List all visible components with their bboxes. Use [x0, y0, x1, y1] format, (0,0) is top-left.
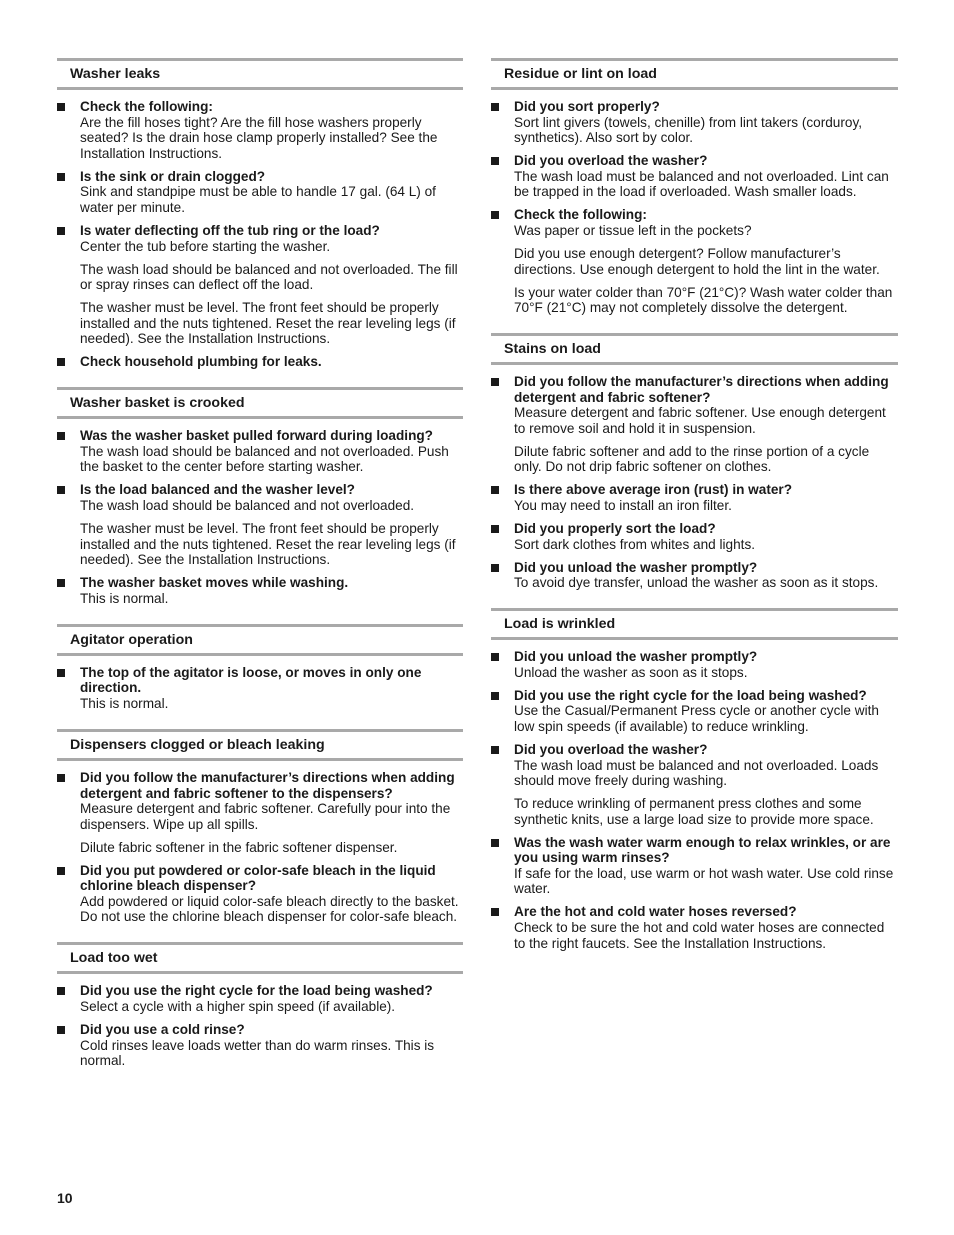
item-answer: Add powdered or liquid color-safe bleach directly to the basket. Do not use the chlorine bleach dispenser for color-safe bleach.	[80, 893, 459, 925]
square-bullet-icon	[57, 867, 65, 875]
square-bullet-icon	[491, 378, 499, 386]
section-agitator-operation	[57, 624, 463, 712]
checklist-item	[57, 223, 463, 254]
checklist-item	[491, 560, 898, 591]
item-answer: If safe for the load, use warm or hot wash water. Use cold rinse water.	[514, 865, 894, 897]
checklist-item	[57, 770, 463, 832]
square-bullet-icon	[57, 173, 65, 181]
item-note: The washer must be level. The front feet should be properly installed and the nuts tightened. Reset the rear leveling legs (if needed). See the Installation Instructions.	[80, 521, 456, 568]
section-stains-on-load	[491, 333, 898, 591]
checklist-item	[57, 1022, 463, 1069]
item-question: Did you properly sort the load?	[514, 521, 716, 536]
square-bullet-icon	[491, 653, 499, 661]
section-residue-or-lint-on-load	[491, 58, 898, 316]
item-answer: Sort dark clothes from whites and lights.	[514, 536, 756, 552]
checklist-item	[57, 428, 463, 475]
right-column	[491, 58, 898, 959]
item-answer: To avoid dye transfer, unload the washer as soon as it stops.	[514, 575, 879, 591]
checklist-item	[57, 99, 463, 161]
square-bullet-icon	[57, 227, 65, 235]
item-question: Did you overload the washer?	[514, 741, 708, 757]
checklist-item	[491, 688, 898, 735]
section-heading: Agitator operation	[57, 624, 463, 656]
square-bullet-icon	[57, 987, 65, 995]
item-question: Is the sink or drain clogged?	[80, 168, 266, 184]
item-question: Check the following:	[80, 99, 213, 114]
section-washer-leaks	[57, 58, 463, 370]
item-answer: Cold rinses leave loads wetter than do warm rinses. This is normal.	[80, 1037, 435, 1069]
item-question: Is there above average iron (rust) in water?	[514, 482, 793, 498]
checklist-item	[491, 482, 898, 513]
item-note: Dilute fabric softener and add to the rinse portion of a cycle only. Do not drip fabric softener on clothes.	[514, 443, 870, 475]
item-question: Check the following:	[514, 207, 647, 223]
square-bullet-icon	[57, 486, 65, 494]
item-question: Is water deflecting off the tub ring or the load?	[80, 222, 380, 238]
square-bullet-icon	[491, 908, 499, 916]
checklist-item	[57, 983, 463, 1014]
item-question: Did you put powdered or color-safe bleach in the liquid chlorine bleach dispenser?	[80, 862, 436, 894]
item-note: The washer must be level. The front feet should be properly installed and the nuts tightened. Reset the rear leveling legs (if needed). See the Installation Instructions.	[80, 300, 456, 347]
item-question: The washer basket moves while washing.	[80, 575, 349, 591]
checklist-item	[491, 153, 898, 200]
section-heading: Dispensers clogged or bleach leaking	[57, 729, 463, 761]
square-bullet-icon	[57, 669, 65, 677]
checklist-item	[491, 521, 898, 552]
item-note: Is your water colder than 70°F (21°C)? Wash water colder than 70°F (21°C) may not completely dissolve the detergent.	[514, 284, 893, 316]
section-heading: Washer leaks	[57, 58, 463, 90]
square-bullet-icon	[491, 211, 499, 219]
section-washer-basket-is-crooked	[57, 387, 463, 606]
item-answer: The wash load should be balanced and not overloaded.	[80, 498, 415, 514]
item-question: Did you unload the washer promptly?	[514, 649, 758, 665]
item-answer: Was paper or tissue left in the pockets?	[514, 222, 752, 238]
item-question: Did you overload the washer?	[514, 153, 708, 169]
checklist-item	[491, 835, 898, 897]
square-bullet-icon	[57, 1026, 65, 1034]
checklist-item	[491, 904, 898, 951]
checklist-item	[491, 649, 898, 680]
left-column	[57, 58, 463, 1076]
checklist-item	[57, 575, 463, 606]
square-bullet-icon	[491, 103, 499, 111]
square-bullet-icon	[57, 358, 65, 366]
item-question: The top of the agitator is loose, or moves in only one direction.	[80, 664, 422, 696]
item-answer: Use the Casual/Permanent Press cycle or another cycle with low spin speeds (if available) to reduce wrinkling.	[514, 703, 879, 734]
section-load-is-wrinkled	[491, 608, 898, 951]
item-note: Did you use enough detergent? Follow manufacturer’s directions. Use enough detergent to hold the lint in the water.	[514, 245, 880, 277]
item-answer: The wash load must be balanced and not overloaded. Loads should move freely during washing.	[514, 757, 879, 789]
item-question: Did you sort properly?	[514, 99, 660, 114]
square-bullet-icon	[491, 692, 499, 700]
checklist-item	[57, 169, 463, 216]
section-load-too-wet	[57, 942, 463, 1068]
item-answer: You may need to install an iron filter.	[514, 498, 732, 514]
square-bullet-icon	[57, 103, 65, 111]
item-question: Is the load balanced and the washer level?	[80, 482, 355, 498]
item-question: Did you use a cold rinse?	[80, 1022, 245, 1038]
item-question: Was the wash water warm enough to relax wrinkles, or are you using warm rinses?	[514, 834, 891, 866]
item-question: Did you follow the manufacturer’s directions when adding detergent and fabric softener?	[514, 374, 889, 405]
item-note: To reduce wrinkling of permanent press clothes and some synthetic knits, use a large load size to provide more space.	[514, 796, 874, 827]
checklist-item	[57, 665, 463, 712]
section-heading: Stains on load	[491, 333, 898, 365]
item-answer: Select a cycle with a higher spin speed (if available).	[80, 999, 396, 1015]
item-question: Check household plumbing for leaks.	[80, 354, 322, 370]
item-answer: The wash load should be balanced and not overloaded. Push the basket to the center before starting washer.	[80, 443, 449, 475]
item-answer: Unload the washer as soon as it stops.	[514, 664, 748, 680]
item-question: Was the washer basket pulled forward during loading?	[80, 428, 433, 444]
section-heading: Washer basket is crooked	[57, 387, 463, 419]
checklist-item	[491, 99, 898, 146]
square-bullet-icon	[491, 157, 499, 165]
checklist-item	[57, 482, 463, 513]
item-answer: This is normal.	[80, 590, 169, 606]
square-bullet-icon	[491, 525, 499, 533]
item-answer: Sink and standpipe must be able to handle 17 gal. (64 L) of water per minute.	[80, 184, 436, 215]
section-dispensers-clogged-or-bleach-leaking	[57, 729, 463, 925]
square-bullet-icon	[57, 774, 65, 782]
item-answer: This is normal.	[80, 695, 169, 711]
section-heading: Load too wet	[57, 942, 463, 974]
square-bullet-icon	[491, 839, 499, 847]
item-answer: Check to be sure the hot and cold water hoses are connected to the right faucets. See the Installation Instructions.	[514, 920, 885, 951]
checklist-item	[491, 207, 898, 238]
page-number: 10	[57, 1190, 73, 1206]
square-bullet-icon	[491, 564, 499, 572]
section-heading: Load is wrinkled	[491, 608, 898, 640]
checklist-item	[57, 354, 463, 370]
item-note: Dilute fabric softener in the fabric softener dispenser.	[80, 839, 398, 855]
checklist-item	[57, 863, 463, 925]
square-bullet-icon	[491, 746, 499, 754]
section-heading: Residue or lint on load	[491, 58, 898, 90]
item-question: Did you use the right cycle for the load being washed?	[514, 687, 867, 703]
square-bullet-icon	[57, 579, 65, 587]
checklist-item	[491, 374, 898, 436]
item-question: Are the hot and cold water hoses reversed?	[514, 904, 797, 920]
item-answer: Measure detergent and fabric softener. Use enough detergent to remove soil and hold it in suspension.	[514, 405, 886, 436]
item-answer: Sort lint givers (towels, chenille) from lint takers (corduroy, synthetics). Also sort by color.	[514, 114, 863, 146]
item-note: The wash load should be balanced and not overloaded. The fill or spray rinses can deflect off the load.	[80, 261, 458, 293]
item-answer: The wash load must be balanced and not overloaded. Lint can be trapped in the load if overloaded. Wash smaller loads.	[514, 168, 889, 200]
item-question: Did you unload the washer promptly?	[514, 559, 758, 575]
item-question: Did you use the right cycle for the load being washed?	[80, 983, 433, 999]
item-answer: Center the tub before starting the washer.	[80, 238, 331, 254]
item-question: Did you follow the manufacturer’s directions when adding detergent and fabric softener to the dispensers?	[80, 769, 455, 801]
item-answer: Are the fill hoses tight? Are the fill hose washers properly seated? Is the drain hose clamp properly installed? See the Installation Instructions.	[80, 114, 438, 161]
checklist-item	[491, 742, 898, 789]
square-bullet-icon	[491, 486, 499, 494]
square-bullet-icon	[57, 432, 65, 440]
item-answer: Measure detergent and fabric softener. Carefully pour into the dispensers. Wipe up all spills.	[80, 801, 451, 832]
